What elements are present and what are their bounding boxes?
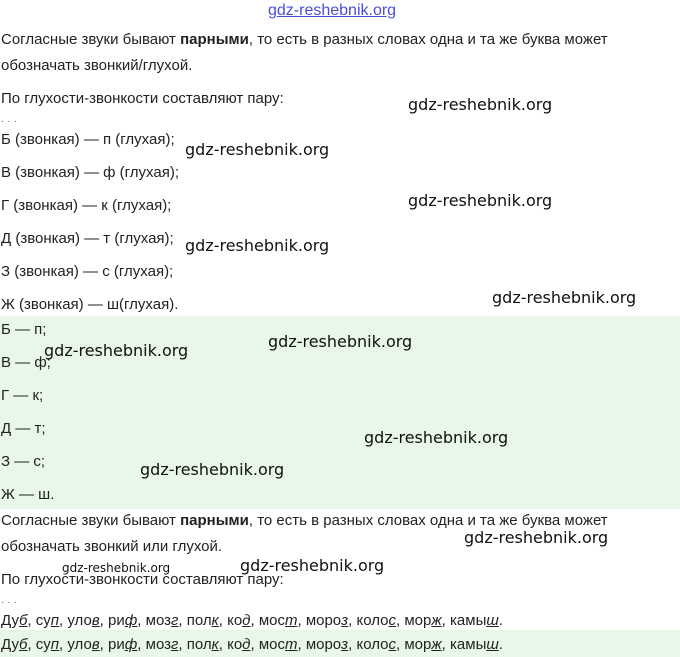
answer-pair: Г — к; [1, 387, 44, 404]
pair-line: Д (звонкая) — т (глухая); [1, 230, 174, 247]
word: морж [404, 612, 442, 629]
underlined-letter: ф [124, 636, 138, 653]
word: мороз [305, 612, 349, 629]
watermark: gdz-reshebnik.org [408, 191, 553, 210]
pairs-heading: По глухости-звонкости составляют пару: [1, 571, 284, 588]
word: улов [67, 612, 100, 629]
pair-line: Б (звонкая) — п (глухая); [1, 131, 175, 148]
underlined-letter: б [19, 636, 28, 653]
word: Дуб [1, 636, 28, 653]
answer-pair: Д — т; [1, 420, 46, 437]
underlined-letter: ш [486, 612, 499, 629]
bold-term: парными [180, 512, 249, 529]
answer-pair: З — с; [1, 453, 46, 470]
underlined-letter: б [19, 612, 28, 629]
word: мост [258, 612, 298, 629]
watermark: gdz-reshebnik.org [408, 95, 553, 114]
word: Дуб [1, 612, 28, 629]
underlined-letter: ш [486, 636, 499, 653]
underlined-letter: ф [124, 612, 138, 629]
word: колос [356, 612, 396, 629]
underlined-letter: г [171, 612, 179, 629]
pair-line: Г (звонкая) — к (глухая); [1, 197, 172, 214]
intro-paragraph-line-1: Согласные звуки бывают парными, то есть в разных словах одна и та же буква может [1, 512, 608, 529]
pairs-heading: По глухости-звонкости составляют пару: [1, 90, 284, 107]
watermark: gdz-reshebnik.org [464, 528, 609, 547]
underlined-letter: ж [431, 636, 442, 653]
underlined-letter: к [211, 612, 219, 629]
underlined-letter: с [388, 612, 396, 629]
dots-decor: ··· [1, 597, 20, 608]
answer-pair: Б — п; [1, 321, 47, 338]
underlined-letter: т [284, 612, 298, 629]
site-title-link[interactable]: gdz-reshebnik.org [268, 2, 397, 19]
words-line: Дуб, суп, улов, риф, мозг, полк, код, мост, мороз, колос, морж, камыш. [1, 612, 503, 629]
pair-line: В (звонкая) — ф (глухая); [1, 164, 180, 181]
word: код [227, 612, 251, 629]
underlined-letter: в [91, 636, 100, 653]
underlined-letter: з [341, 636, 349, 653]
word: колос [356, 636, 396, 653]
intro-paragraph-line-2: обозначать звонкий/глухой. [1, 57, 193, 74]
word: риф [108, 636, 138, 653]
watermark: gdz-reshebnik.org [240, 556, 385, 575]
underlined-letter: п [50, 612, 60, 629]
word: код [227, 636, 251, 653]
dots-decor: ··· [1, 116, 20, 127]
underlined-letter: д [242, 612, 251, 629]
words-line: Дуб, суп, улов, риф, мозг, полк, код, мост, мороз, колос, морж, камыш. [1, 636, 503, 653]
answer-pair: В — ф; [1, 354, 51, 371]
answer-pair: Ж — ш. [1, 486, 55, 503]
underlined-letter: д [242, 636, 251, 653]
watermark: gdz-reshebnik.org [140, 460, 285, 479]
intro-paragraph-line-1: Согласные звуки бывают парными, то есть в разных словах одна и та же буква может [1, 31, 608, 48]
watermark: gdz-reshebnik.org [492, 288, 637, 307]
word: полк [186, 636, 219, 653]
word: мозг [145, 636, 179, 653]
word: суп [35, 612, 60, 629]
underlined-letter: в [91, 612, 100, 629]
underlined-letter: т [284, 636, 298, 653]
watermark: gdz-reshebnik.org [185, 236, 330, 255]
watermark: gdz-reshebnik.org [62, 561, 171, 575]
watermark: gdz-reshebnik.org [364, 428, 509, 447]
word: камыш [450, 636, 499, 653]
underlined-letter: п [50, 636, 60, 653]
word: полк [186, 612, 219, 629]
underlined-letter: к [211, 636, 219, 653]
underlined-letter: г [171, 636, 179, 653]
underlined-letter: з [341, 612, 349, 629]
pair-line: Ж (звонкая) — ш(глухая). [1, 296, 179, 313]
watermark: gdz-reshebnik.org [185, 140, 330, 159]
bold-term: парными [180, 31, 249, 48]
word: улов [67, 636, 100, 653]
pair-line: З (звонкая) — с (глухая); [1, 263, 174, 280]
word: суп [35, 636, 60, 653]
word: морж [404, 636, 442, 653]
word: мост [258, 636, 298, 653]
underlined-letter: с [388, 636, 396, 653]
watermark: gdz-reshebnik.org [268, 332, 413, 351]
watermark: gdz-reshebnik.org [44, 341, 189, 360]
underlined-letter: ж [431, 612, 442, 629]
intro-paragraph-line-2: обозначать звонкий или глухой. [1, 538, 223, 555]
word: мозг [145, 612, 179, 629]
word: мороз [305, 636, 349, 653]
word: камыш [450, 612, 499, 629]
word: риф [108, 612, 138, 629]
